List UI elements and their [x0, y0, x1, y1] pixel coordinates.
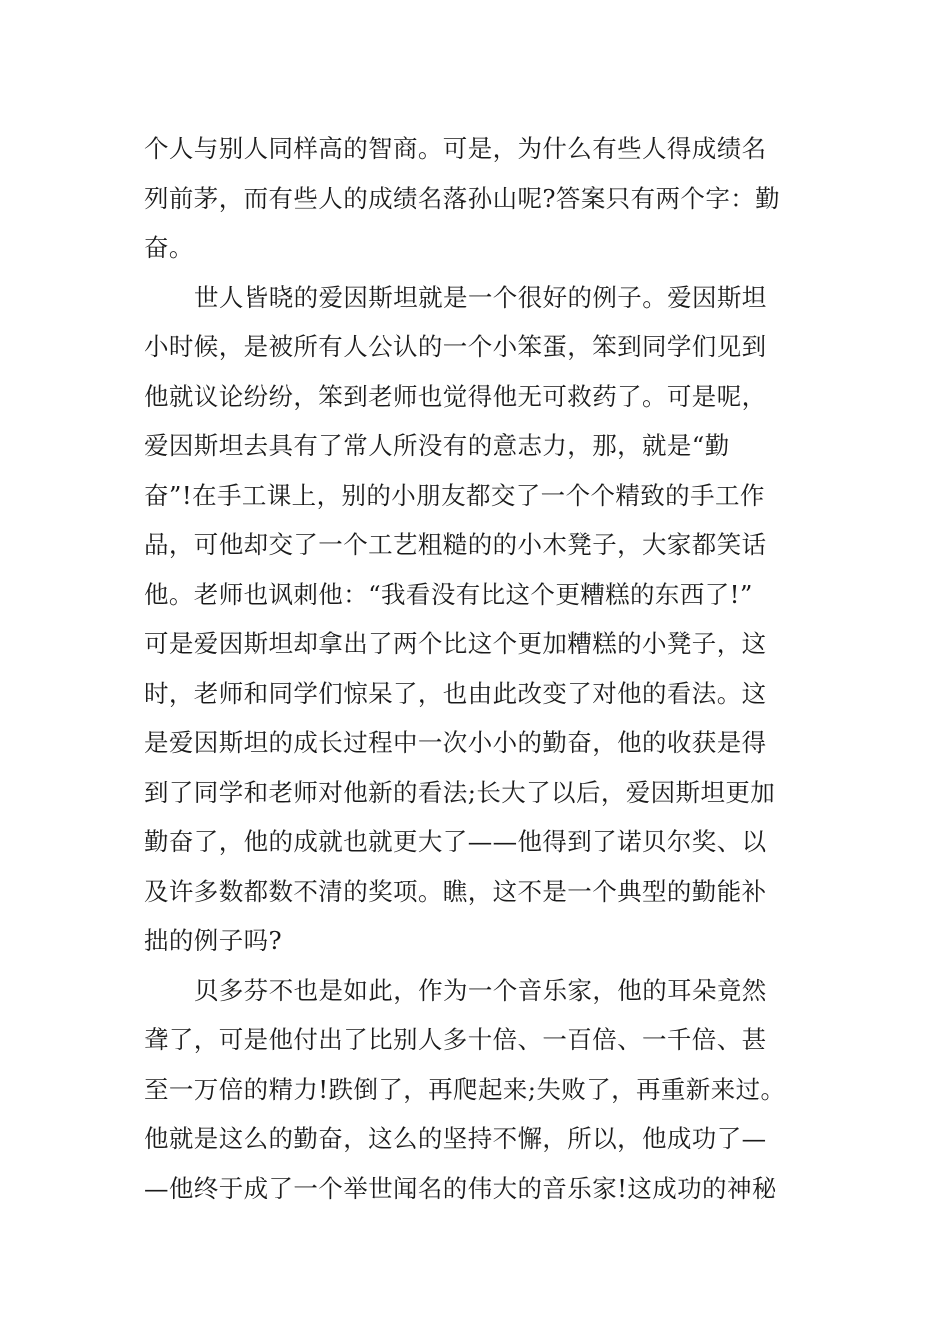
text-line: 奋”!在手工课上，别的小朋友都交了一个个精致的手工作: [144, 480, 765, 510]
paragraph-start-line: 贝多芬不也是如此，作为一个音乐家，他的耳朵竟然: [194, 975, 767, 1005]
text-line: 可是爱因斯坦却拿出了两个比这个更加糟糕的小凳子，这: [144, 629, 767, 658]
paragraph-start-line: 世人皆晓的爱因斯坦就是一个很好的例子。爱因斯坦: [194, 282, 767, 312]
text-line: 列前茅，而有些人的成绩名落孙山呢?答案只有两个字：勤: [144, 183, 781, 213]
text-line: 拙的例子吗?: [144, 926, 283, 955]
body-text: [144, 124, 844, 1213]
text-line: 及许多数都数不清的奖项。瞧，这不是一个典型的勤能补: [144, 876, 767, 906]
text-line: 是爱因斯坦的成长过程中一次小小的勤奋，他的收获是得: [144, 728, 767, 757]
text-line: 他。老师也讽刺他：“我看没有比这个更糟糕的东西了!”: [144, 579, 753, 609]
text-line: 品，可他却交了一个工艺粗糙的的小木凳子，大家都笑话: [144, 530, 767, 559]
text-line: 奋。: [144, 233, 194, 262]
text-line: 时，老师和同学们惊呆了，也由此改变了对他的看法。这: [144, 678, 767, 708]
text-line: 他就议论纷纷，笨到老师也觉得他无可救药了。可是呢，: [144, 381, 767, 411]
text-line: 至一万倍的精力!跌倒了，再爬起来;失败了，再重新来过。: [144, 1074, 786, 1104]
text-line: —他终于成了一个举世闻名的伟大的音乐家!这成功的神秘: [144, 1173, 777, 1203]
text-line: 到了同学和老师对他新的看法;长大了以后，爱因斯坦更加: [144, 777, 776, 807]
text-line: 小时候，是被所有人公认的一个小笨蛋，笨到同学们见到: [144, 332, 767, 361]
text-line: 勤奋了，他的成就也就更大了——他得到了诺贝尔奖、以: [144, 827, 767, 856]
text-line: 他就是这么的勤奋，这么的坚持不懈，所以，他成功了—: [144, 1124, 767, 1153]
text-line: 爱因斯坦去具有了常人所没有的意志力，那，就是“勤: [144, 431, 730, 460]
text-line: 聋了，可是他付出了比别人多十倍、一百倍、一千倍、甚: [144, 1025, 767, 1054]
text-line: 个人与别人同样高的智商。可是，为什么有些人得成绩名: [144, 134, 767, 163]
